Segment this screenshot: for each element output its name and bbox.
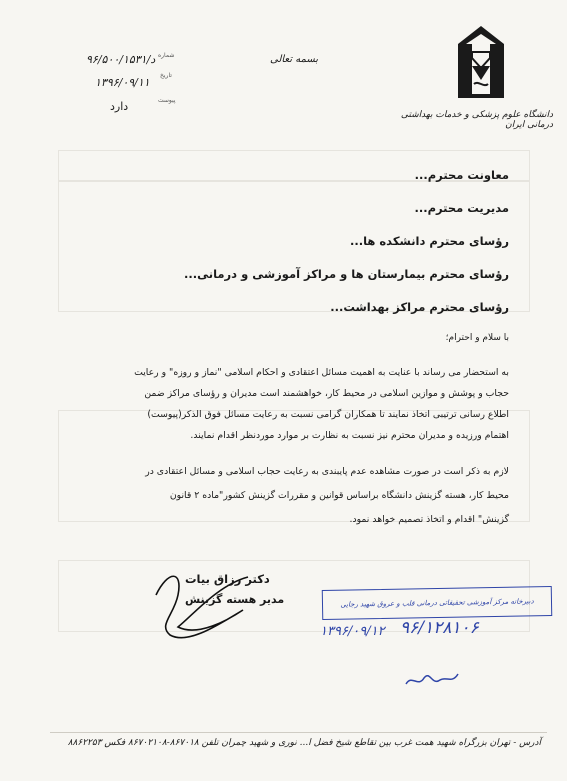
number-label: شماره	[158, 52, 175, 59]
addressee-line: مدیریت محترم...	[414, 201, 509, 215]
body-line: حجاب و پوشش و موازین اسلامی در محیط کار، خواهشمند است مدیران و رؤسای مراکز ضمن	[144, 388, 509, 399]
body-line: محیط کار، هسته گزینش دانشگاه براساس قوانین و مقررات گزینش کشور"ماده ۲ قانون	[169, 490, 509, 501]
addressee-line: معاونت محترم...	[414, 168, 509, 182]
addressee-line: رؤسای محترم بیمارستان ها و مراکز آموزشی و درمانی...	[184, 267, 509, 281]
footer-address: آدرس - تهران بزرگراه شهید همت غرب بین تقاطع شیخ فضل ا... نوری و شهید چمران تلفن ۸۶۷۰۱۸-۸۶۷۰۲۱۰۸ فکس ۸۸۶۲۲۵۳	[67, 738, 541, 748]
body-line: اهتمام ورزیده و مدیران محترم نیز نسبت به نظارت بر موارد موردنظر اقدام نمایند.	[190, 430, 509, 441]
body-line: اطلاع رسانی ترتیبی اتخاذ نمایند تا همکاران گرامی نسبت به رعایت مسائل فوق الذکر(پیوست)	[147, 409, 509, 420]
basmala: بسمه تعالی	[270, 54, 319, 65]
addressee-line: رؤسای محترم دانشکده ها...	[349, 234, 509, 248]
addressee-line: رؤسای محترم مراکز بهداشت...	[330, 300, 509, 314]
body-line: لازم به ذکر است در صورت مشاهده عدم پایبندی به رعایت حجاب اسلامی و مسائل اعتقادی در	[145, 466, 509, 477]
stamp-text: دبیرخانه مرکز آموزشی تحقیقاتی درمانی قلب و عروق شهید رجایی	[340, 597, 534, 609]
letter-number: ۹۶/د/۵۰۰/۱۵۳۱	[86, 53, 156, 66]
university-name: دانشگاه علوم پزشکی و خدمات بهداشتی درمانی ایران	[400, 110, 553, 130]
footer-divider	[50, 732, 547, 733]
body-line: به استحضار می رساند با عنایت به اهمیت مسائل اعتقادی و احکام اسلامی "نماز و روزه" و رعایت	[134, 367, 509, 378]
attachment-value: دارد	[110, 100, 129, 113]
attachment-label: پیوست	[158, 97, 176, 104]
university-logo	[452, 22, 512, 106]
letter-date: ۱۳۹۶/۰۹/۱۱	[95, 76, 150, 89]
stamp-number: ۹۶/۱۲۸۱۰۶	[400, 618, 479, 638]
registry-stamp	[322, 586, 552, 620]
handwritten-initials	[402, 664, 462, 694]
signer-title: مدیر هسته گزینش	[185, 593, 285, 606]
stamp-date: ۱۳۹۶/۰۹/۱۲	[320, 624, 385, 639]
date-label: تاریخ	[160, 72, 172, 79]
signer-name: دکتر رزاق بیات	[185, 572, 270, 586]
body-line: گزینش" اقدام و اتخاذ تصمیم خواهد نمود.	[349, 514, 509, 525]
greeting: با سلام و احترام؛	[445, 333, 509, 343]
